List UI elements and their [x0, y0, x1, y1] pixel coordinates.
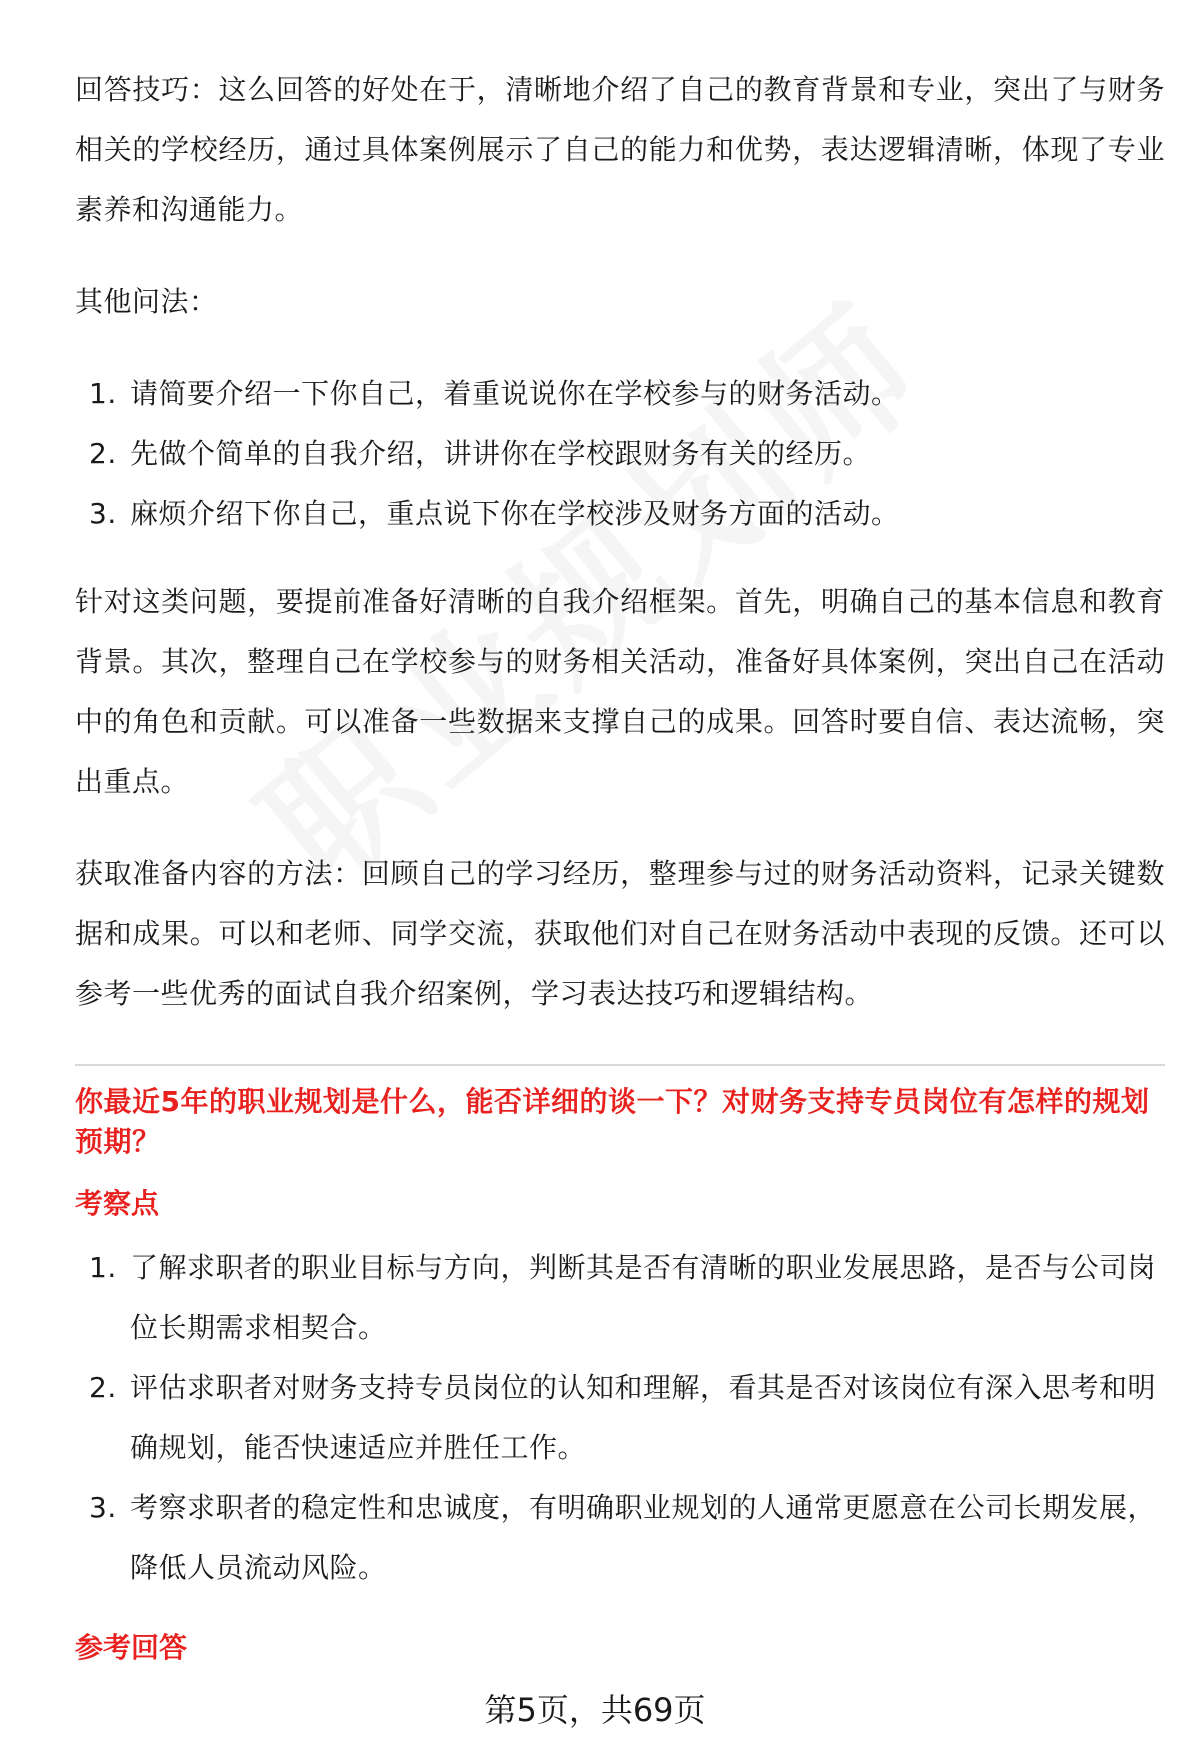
answer-tips-paragraph: 回答技巧：这么回答的好处在于，清晰地介绍了自己的教育背景和专业，突出了与财务相关的学校经历，通过具体案例展示了自己的能力和优势，表达逻辑清晰，体现了专业素养和沟通能力。	[75, 73, 1165, 226]
list-text: 评估求职者对财务支持专员岗位的认知和理解，看其是否对该岗位有深入思考和明确规划，能否快速适应并胜任工作。	[130, 1371, 1157, 1464]
prep-advice-paragraph: 针对这类问题，要提前准备好清晰的自我介绍框架。首先，明确自己的基本信息和教育背景。其次，整理自己在学校参与的财务相关活动，准备好具体案例，突出自己在活动中的角色和贡献。可以准备一些数据来支撑自己的成果。回答时要自信、表达流畅，突出重点。	[75, 585, 1165, 798]
list-item	[75, 424, 1165, 484]
list-item	[75, 484, 1165, 544]
page-number: 第5页，共69页	[484, 1691, 706, 1729]
list-number: 1.	[89, 377, 117, 410]
list-text: 先做个简单的自我介绍，讲讲你在学校跟财务有关的经历。	[130, 437, 872, 470]
list-number: 2.	[89, 1371, 117, 1404]
other-questions-label: 其他问法：	[75, 285, 218, 318]
prep-method-paragraph: 获取准备内容的方法：回顾自己的学习经历，整理参与过的财务活动资料，记录关键数据和成果。可以和老师、同学交流，获取他们对自己在财务活动中表现的反馈。还可以参考一些优秀的面试自我介绍案例，学习表达技巧和逻辑结构。	[75, 857, 1165, 1010]
list-text: 了解求职者的职业目标与方向，判断其是否有清晰的职业发展思路，是否与公司岗位长期需求相契合。	[130, 1251, 1157, 1344]
list-item	[75, 364, 1165, 424]
focus-heading: 考察点	[75, 1187, 160, 1220]
list-text: 麻烦介绍下你自己，重点说下你在学校涉及财务方面的活动。	[130, 497, 900, 530]
list-item	[75, 1238, 1165, 1358]
list-item	[75, 1358, 1165, 1478]
other-questions-list	[75, 364, 1165, 544]
list-number: 1.	[89, 1251, 117, 1284]
reference-answer-heading: 参考回答	[75, 1631, 188, 1664]
section-divider	[75, 1064, 1165, 1066]
page-content	[75, 60, 1165, 1682]
list-text: 考察求职者的稳定性和忠诚度，有明确职业规划的人通常更愿意在公司长期发展，降低人员流动风险。	[130, 1491, 1157, 1584]
list-number: 2.	[89, 437, 117, 470]
list-number: 3.	[89, 1491, 117, 1524]
question-title: 你最近5年的职业规划是什么，能否详细的谈一下？对财务支持专员岗位有怎样的规划预期？	[75, 1085, 1150, 1158]
focus-points-list	[75, 1238, 1165, 1598]
list-text: 请简要介绍一下你自己，着重说说你在学校参与的财务活动。	[130, 377, 900, 410]
list-item	[75, 1478, 1165, 1598]
list-number: 3.	[89, 497, 117, 530]
